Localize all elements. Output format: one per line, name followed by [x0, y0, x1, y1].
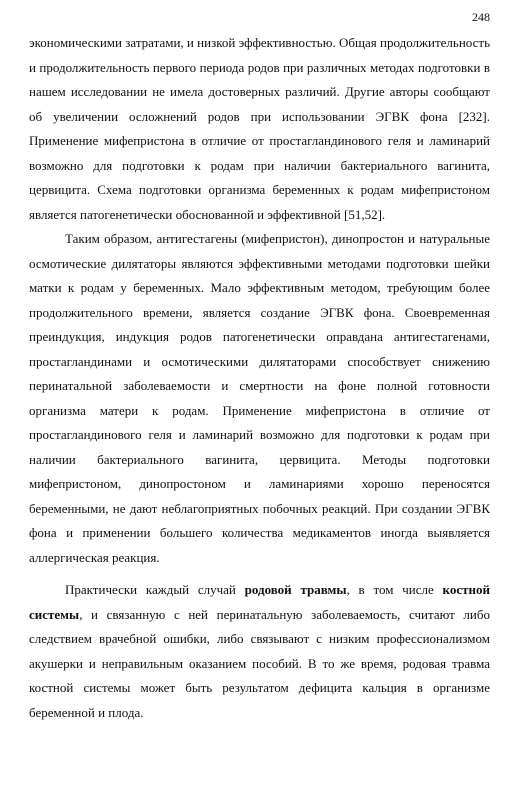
paragraph-text: , и связанную с ней перинатальную заболеваемость, считают либо следствием врачебной ошибки, либо связывают с низким профессионализмом акушерки и неправильным оказанием пособий. В то же время, родовая травма костной системы может быть результатом дефицита кальция в организме беременной и плода. — [29, 606, 490, 720]
paragraph-text: Таким образом, антигестагены (мифепристон), динопростон и натуральные осмотические дилятаторы являются эффективными методами подготовки шейки матки к родам у беременных. Мало эффективным методом, требующим более продолжительного времени, является создание ЭГВК фона. Своевременная преиндукция, индукция родов патогенетически оправдана антигестагенами, простагландинами и осмотическими дилятаторами способствует снижению перинатальной заболеваемости и смертности на фоне полной готовности организма матери к родам. Применение мифепристона в отличие от простагландинового геля и ламинарий возможно для подготовки к родам при наличии бактериального вагинита, цервицита. Методы подготовки мифепристоном, динопростоном и ламинариями хорошо переносятся беременными, не дают неблагоприятных побочных реакций. При создании ЭГВК фона и применении большего количества медикаментов иногда выявляется аллергическая реакция. — [29, 231, 490, 565]
paragraph-3 — [29, 578, 490, 725]
bold-term: родовой травмы — [244, 582, 347, 597]
page-number: 248 — [472, 10, 490, 24]
paragraph-text: экономическими затратами, и низкой эффективностью. Общая продолжительность и продолжительность первого периода родов при различных методах подготовки в нашем исследовании не имела достоверных различий. Другие авторы сообщают об увеличении осложнений родов при использовании ЭГВК фона [232]. Применение мифепристона в отличие от простагландинового геля и ламинарий возможно для подготовки к родам при наличии бактериального вагинита, цервицита. Схема подготовки организма беременных к родам мифепристоном является патогенетически обоснованной и эффективной [51,52]. — [29, 35, 490, 222]
paragraph-text: Практически каждый случай — [65, 582, 245, 597]
bold-term: костной системы — [29, 582, 490, 622]
paragraph-1 — [29, 31, 490, 227]
body-text — [29, 31, 490, 725]
paragraph-2 — [29, 227, 490, 570]
paragraph-text: , в том числе — [346, 582, 443, 597]
